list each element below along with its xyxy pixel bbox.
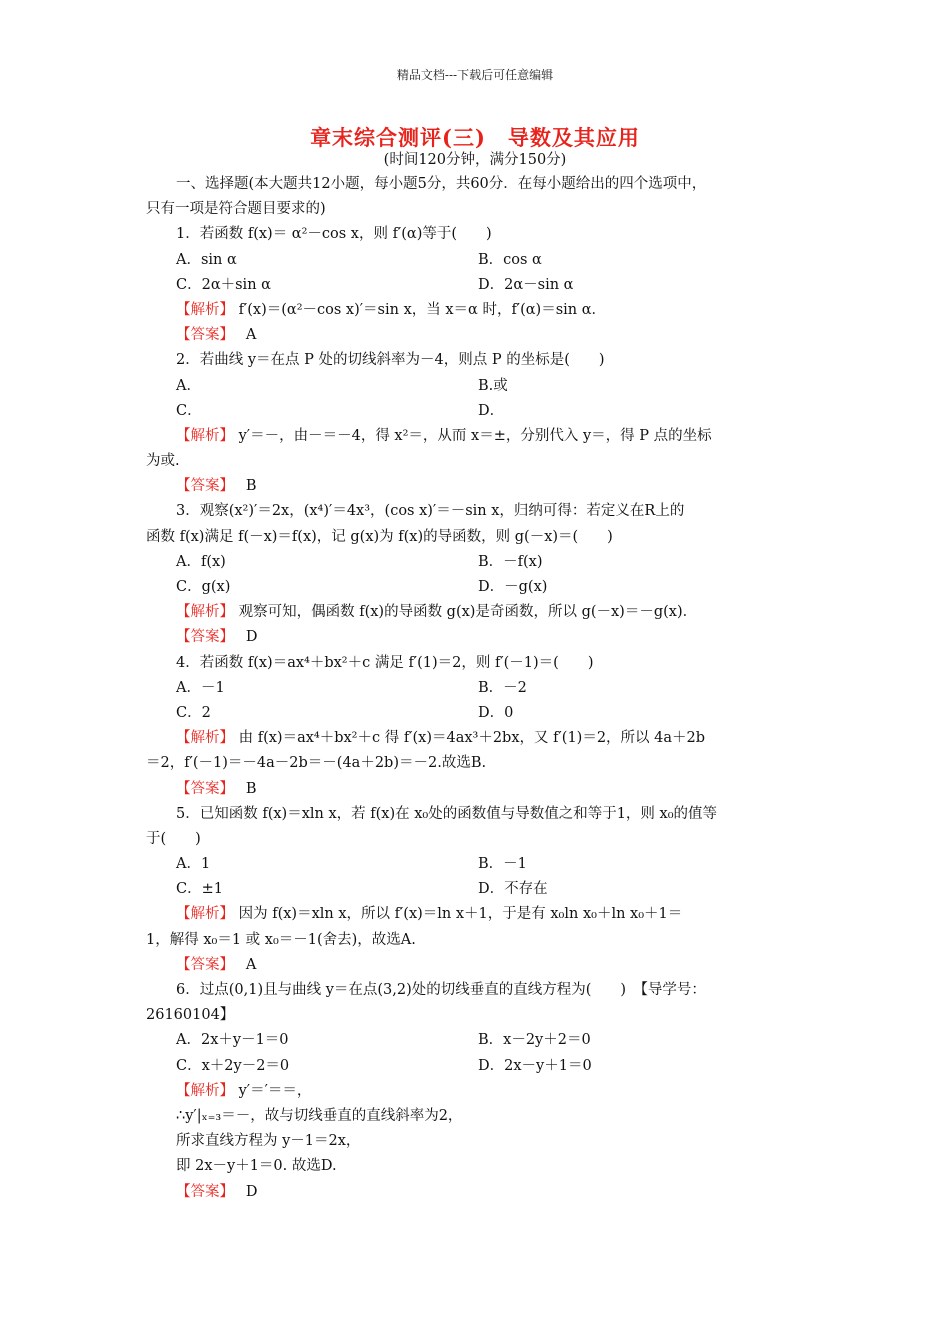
q1-analysis xyxy=(146,298,808,323)
q1-option-b: B．cos α xyxy=(478,251,542,268)
q3-stem-cont: 函数 f(x)满足 f(－x)＝f(x)，记 g(x)为 f(x)的导函数，则 g(－x)＝( ) xyxy=(146,528,613,545)
answer-tag: 【答案】 xyxy=(176,327,227,344)
q5-stem: 5．已知函数 f(x)＝xln x，若 f(x)在 x₀处的函数值与导数值之和等于1，则 x₀的值等 xyxy=(176,805,718,822)
q1-options-row1 xyxy=(146,248,808,273)
q3-analysis xyxy=(146,600,808,625)
q5-option-a: A．1 xyxy=(176,856,211,873)
analysis-tag: 【解析】 xyxy=(176,906,234,923)
q4-option-a: A．－1 xyxy=(176,679,225,696)
q6-analysis xyxy=(146,1079,808,1104)
q2-answer-value: B xyxy=(245,478,257,495)
q2-option-d: D． xyxy=(478,402,505,419)
q6-answer-value: D xyxy=(245,1183,258,1200)
q3-answer xyxy=(146,625,808,650)
q2-analysis-cont: 为或. xyxy=(146,453,180,470)
q4-option-c: C．2 xyxy=(176,704,211,721)
q5-analysis xyxy=(146,902,808,927)
q4-answer-value: B xyxy=(245,780,257,797)
q2-options-row1 xyxy=(146,374,808,399)
q1-answer xyxy=(146,323,808,348)
q2-stem: 2．若曲线 y＝在点 P 处的切线斜率为－4，则点 P 的坐标是( ) xyxy=(176,352,605,369)
q6-analysis-step2: ∴y′|ₓ₌₃＝－，故与切线垂直的直线斜率为2， xyxy=(176,1107,463,1124)
q5-analysis-cont: 1，解得 x₀＝1 或 x₀＝－1(舍去)，故选A. xyxy=(146,931,416,948)
q5-option-c: C．±1 xyxy=(176,881,223,898)
q5-stem-cont: 于( ) xyxy=(146,830,201,847)
q6-stem: 6．过点(0,1)且与曲线 y＝在点(3,2)处的切线垂直的直线方程为( ) 【导学号： xyxy=(176,982,706,998)
q1-option-d: D．2α－sin α xyxy=(478,276,574,293)
q6-option-c: C．x＋2y－2＝0 xyxy=(176,1057,290,1074)
q1-option-a: A．sin α xyxy=(176,251,237,268)
q3-stem: 3．观察(x²)′＝2x，(x⁴)′＝4x³，(cos x)′＝－sin x，归纳可得：若定义在R上的 xyxy=(176,503,685,520)
q6-analysis-text: y′＝′＝＝， xyxy=(238,1082,312,1099)
q5-options-row2 xyxy=(146,877,808,902)
q6-options-row1 xyxy=(146,1028,808,1053)
q1-answer-value: A xyxy=(245,327,257,344)
q3-options-row2 xyxy=(146,575,808,600)
analysis-tag: 【解析】 xyxy=(176,301,234,318)
q5-option-b: B．－1 xyxy=(478,856,527,873)
page-subtitle: (时间120分钟，满分150分) xyxy=(383,152,567,168)
q3-option-b: B．－f(x) xyxy=(478,553,543,570)
answer-tag: 【答案】 xyxy=(176,1183,227,1200)
q1-options-row2 xyxy=(146,273,808,298)
answer-tag: 【答案】 xyxy=(176,956,227,973)
q3-analysis-text: 观察可知，偶函数 f(x)的导函数 g(x)是奇函数，所以 g(－x)＝－g(x)． xyxy=(238,604,698,621)
q2-analysis xyxy=(146,424,808,449)
q5-option-d: D．不存在 xyxy=(478,881,548,898)
q4-analysis xyxy=(146,726,808,751)
q2-answer xyxy=(146,474,808,499)
page-header: 精品文档---下载后可任意编辑 xyxy=(396,68,554,82)
q6-analysis-step4: 即 2x－y＋1＝0. 故选D. xyxy=(176,1158,337,1175)
q4-analysis-cont: ＝2，f′(－1)＝－4a－2b＝－(4a＋2b)＝－2.故选B. xyxy=(146,755,487,772)
q6-answer xyxy=(146,1180,808,1205)
q2-option-c: C． xyxy=(176,402,202,419)
q3-options-row1 xyxy=(146,550,808,575)
analysis-tag: 【解析】 xyxy=(176,604,234,621)
q2-analysis-text: y′＝－，由－＝－4，得 x²＝，从而 x＝±，分别代入 y＝，得 P 点的坐标 xyxy=(238,427,712,444)
answer-tag: 【答案】 xyxy=(176,478,227,495)
q1-stem: 1．若函数 f(x)＝ α²－cos x，则 f′(α)等于( ) xyxy=(176,226,492,243)
q4-analysis-text: 由 f(x)＝ax⁴＋bx²＋c 得 f′(x)＝4ax³＋2bx，又 f′(1)＝2，所以 4a＋2b xyxy=(238,730,706,747)
q3-answer-value: D xyxy=(245,629,258,646)
q5-analysis-text: 因为 f(x)＝xln x，所以 f′(x)＝ln x＋1，于是有 x₀ln x₀＋ln x₀＋1＝ xyxy=(238,906,683,923)
q4-answer xyxy=(146,777,808,802)
q3-option-d: D．－g(x) xyxy=(478,579,548,595)
q4-options-row1 xyxy=(146,676,808,701)
q1-option-c: C．2α＋sin α xyxy=(176,276,271,293)
q1-analysis-text: f′(x)＝(α²－cos x)′＝sin x，当 x＝α 时，f′(α)＝sin α． xyxy=(238,301,607,318)
q6-option-a: A．2x＋y－1＝0 xyxy=(176,1032,289,1049)
q6-option-b: B．x－2y＋2＝0 xyxy=(478,1032,591,1049)
q2-option-b: B.或 xyxy=(478,377,508,394)
q3-option-c: C．g(x) xyxy=(176,579,231,595)
q5-answer xyxy=(146,953,808,978)
q4-option-b: B．－2 xyxy=(478,679,527,696)
answer-tag: 【答案】 xyxy=(176,780,227,797)
document-body xyxy=(146,172,808,1205)
q3-option-a: A．f(x) xyxy=(176,553,226,570)
section-instructions: 一、选择题(本大题共12小题，每小题5分，共60分．在每小题给出的四个选项中， xyxy=(176,176,707,192)
section-instructions-cont: 只有一项是符合题目要求的) xyxy=(146,201,326,218)
q4-option-d: D．0 xyxy=(478,704,514,721)
q6-stem-cont: 26160104】 xyxy=(146,1007,235,1024)
analysis-tag: 【解析】 xyxy=(176,730,234,747)
q4-options-row2 xyxy=(146,701,808,726)
q6-options-row2 xyxy=(146,1054,808,1079)
q4-stem: 4．若函数 f(x)＝ax⁴＋bx²＋c 满足 f′(1)＝2，则 f′(－1)＝( ) xyxy=(176,654,594,671)
q5-options-row1 xyxy=(146,852,808,877)
analysis-tag: 【解析】 xyxy=(176,1082,234,1099)
q6-analysis-step3: 所求直线方程为 y－1＝2x， xyxy=(176,1133,361,1150)
q2-option-a: A． xyxy=(176,377,201,394)
q6-option-d: D．2x－y＋1＝0 xyxy=(478,1057,592,1074)
q2-options-row2 xyxy=(146,399,808,424)
analysis-tag: 【解析】 xyxy=(176,427,234,444)
answer-tag: 【答案】 xyxy=(176,629,227,646)
q5-answer-value: A xyxy=(245,956,257,973)
page-title: 章末综合测评(三) 导数及其应用 xyxy=(310,125,640,150)
